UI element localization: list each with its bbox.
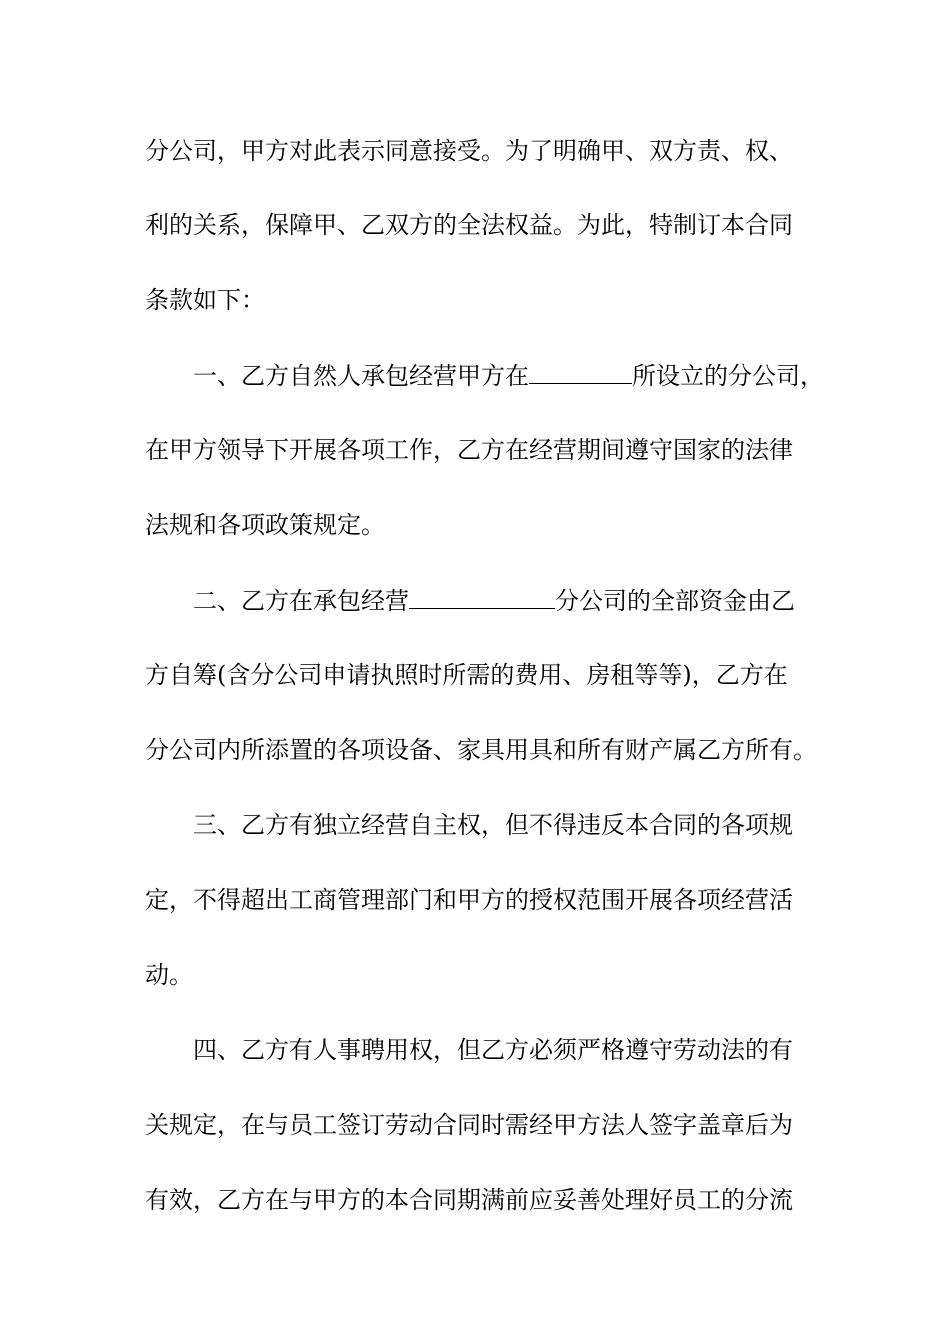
fill-in-blank — [409, 580, 555, 609]
text-line: 方自筹(含分公司申请执照时所需的费用、房租等等)，乙方在 — [145, 661, 788, 689]
text-line: 在甲方领导下开展各项工作，乙方在经营期间遵守国家的法律 — [145, 436, 793, 464]
clause-1-line — [193, 355, 824, 395]
clause-3-line: 三、乙方有独立经营自主权，但不得违反本合同的各项规 — [193, 811, 793, 839]
text-line: 分公司，甲方对此表示同意接受。为了明确甲、双方责、权、 — [145, 137, 793, 165]
fill-in-blank — [529, 355, 632, 384]
clause-1-text-after: 所设立的分公司， — [632, 362, 824, 390]
text-line: 法规和各项政策规定。 — [145, 511, 385, 539]
clause-4-line: 四、乙方有人事聘用权，但乙方必须严格遵守劳动法的有 — [193, 1036, 793, 1064]
clause-2-line — [193, 580, 795, 620]
clause-1-text-before: 一、乙方自然人承包经营甲方在 — [193, 362, 529, 390]
text-line: 动。 — [145, 961, 193, 989]
clause-2-text-after: 分公司的全部资金由乙 — [555, 587, 795, 615]
clause-2-text-before: 二、乙方在承包经营 — [193, 587, 409, 615]
text-line: 条款如下： — [145, 286, 265, 314]
text-line: 定，不得超出工商管理部门和甲方的授权范围开展各项经营活 — [145, 886, 793, 914]
text-line: 利的关系，保障甲、乙双方的全法权益。为此，特制订本合同 — [145, 211, 793, 239]
text-line: 关规定，在与员工签订劳动合同时需经甲方法人签字盖章后为 — [145, 1111, 793, 1139]
text-line: 有效，乙方在与甲方的本合同期满前应妥善处理好员工的分流 — [145, 1186, 793, 1214]
text-line: 分公司内所添置的各项设备、家具用具和所有财产属乙方所有。 — [145, 736, 817, 764]
